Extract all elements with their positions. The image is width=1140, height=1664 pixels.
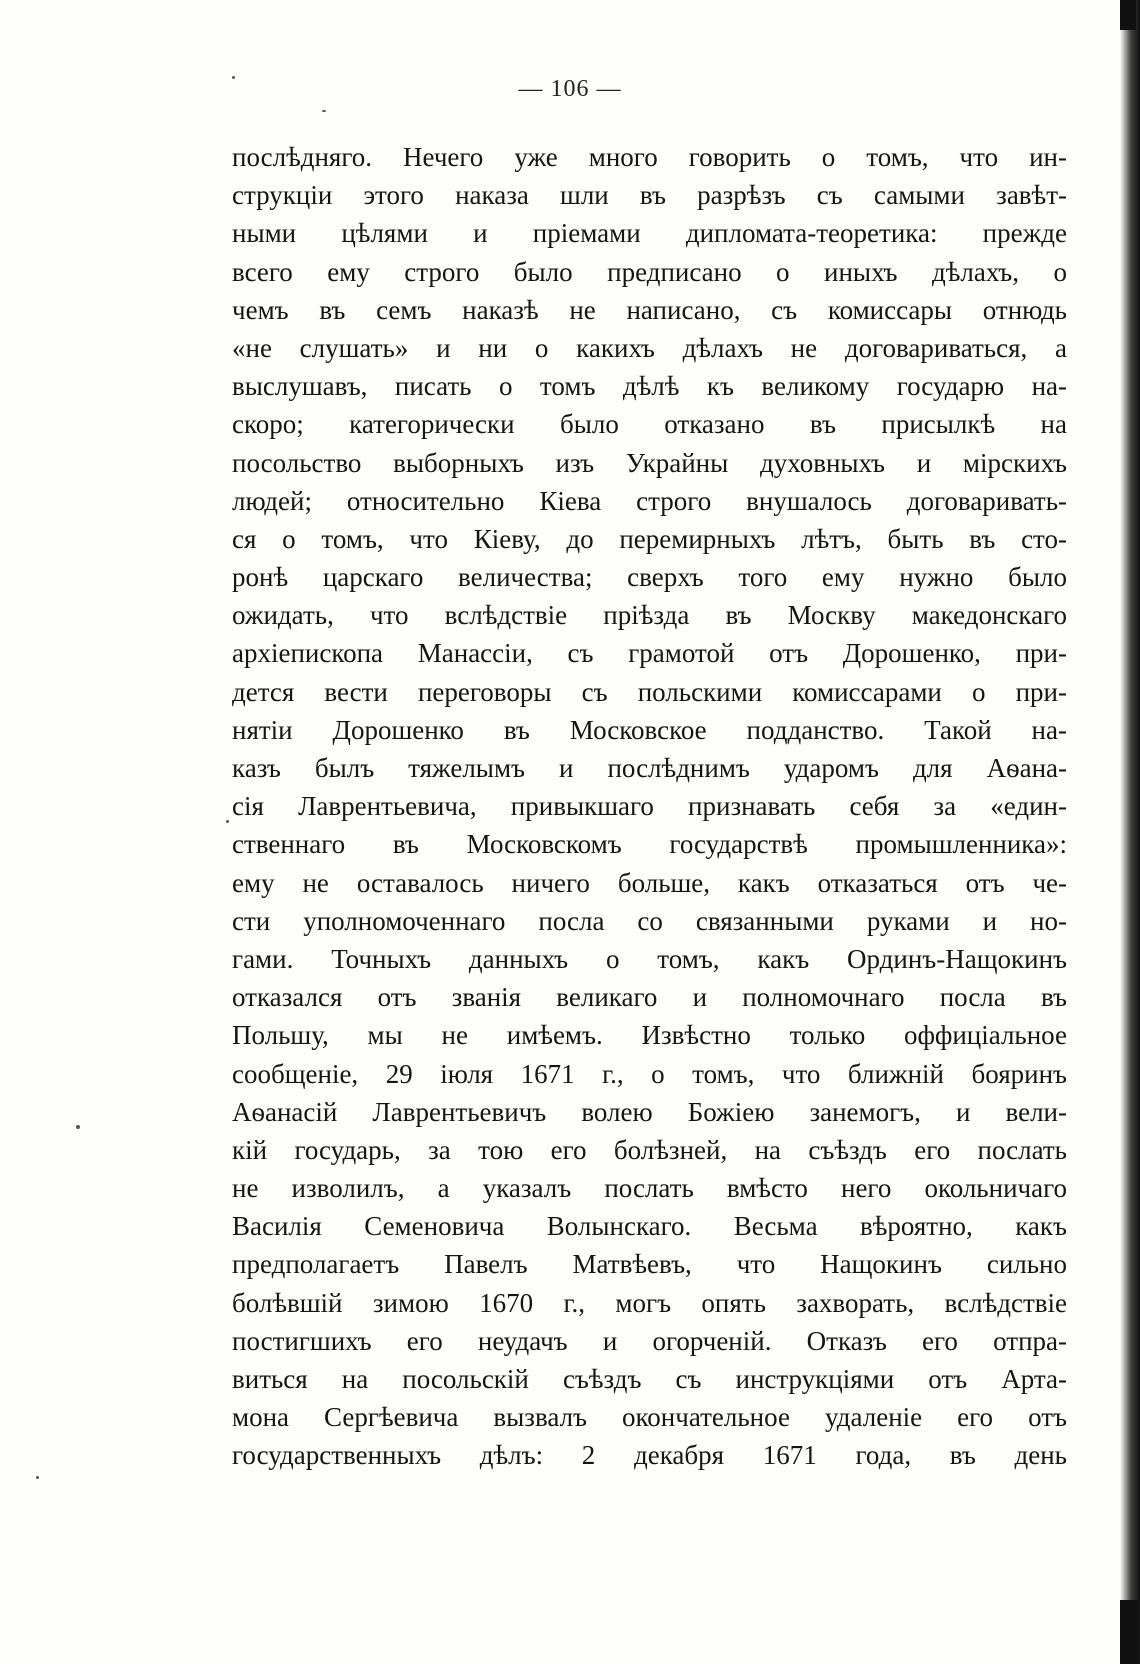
text-line: виться на посольскій съѣздъ съ инструкціями отъ Арта- [232,1364,1067,1394]
text-line: казъ былъ тяжелымъ и послѣднимъ ударомъ для Аѳана- [232,753,1067,783]
text-line: чемъ въ семъ наказѣ не написано, съ комиссары отнюдь [232,294,1067,325]
body-text [232,138,1067,1475]
text-line: государственныхъ дѣлъ: 2 декабря 1671 года, въ день [232,1440,1067,1471]
text-line: «не слушать» и ни о какихъ дѣлахъ не договариваться, а [232,332,1067,363]
text-line: сія Лаврентьевича, привыкшаго признавать себя за «един- [232,791,1067,822]
scan-edge-shadow [1120,0,1140,1664]
scan-speck [232,76,235,79]
page-number: — 106 — [518,76,622,102]
text-line: послѣдняго. Нечего уже много говорить о томъ, что ин- [232,142,1067,172]
scan-speck [36,1476,39,1479]
scan-speck [226,820,229,823]
text-line: сти уполномоченнаго посла со связанными руками и но- [232,905,1067,936]
text-line: архіепископа Манассіи, съ грамотой отъ Дорошенко, при- [232,638,1067,669]
text-line: ожидать, что вслѣдствіе пріѣзда въ Москву македонскаго [232,600,1067,631]
text-line: скоро; категорически было отказано въ присылкѣ на [232,409,1067,440]
text-line: Аѳанасій Лаврентьевичъ волею Божіею занемогъ, и вели- [232,1096,1067,1127]
text-line: Василія Семеновича Волынскаго. Весьма вѣроятно, какъ [232,1211,1067,1242]
text-line: ся о томъ, что Кіеву, до перемирныхъ лѣтъ, быть въ сто- [232,523,1067,554]
text-line: ственнаго въ Московскомъ государствѣ промышленника»: [232,829,1067,860]
scan-edge-mark [1120,1600,1138,1664]
text-line: посольство выборныхъ изъ Украйны духовныхъ и мірскихъ [232,447,1067,478]
text-line: не изволилъ, а указалъ послать вмѣсто него окольничаго [232,1173,1067,1204]
text-line: гами. Точныхъ данныхъ о томъ, какъ Ординъ-Нащокинъ [232,943,1067,974]
text-line: предполагаетъ Павелъ Матвѣевъ, что Нащокинъ сильно [232,1249,1067,1280]
text-line: выслушавъ, писать о томъ дѣлѣ къ великому государю на- [232,371,1067,402]
scan-speck [76,1125,80,1129]
text-line: Польшу, мы не имѣемъ. Извѣстно только оффиціальное [232,1020,1067,1051]
text-line: ронѣ царскаго величества; сверхъ того ему нужно было [232,562,1067,593]
text-line: ему не оставалось ничего больше, какъ отказаться отъ че- [232,867,1067,898]
text-line: сообщеніе, 29 іюля 1671 г., о томъ, что ближній бояринъ [232,1058,1067,1089]
scan-edge-mark [1120,0,1136,30]
text-line: отказался отъ званія великаго и полномочнаго посла въ [232,982,1067,1013]
text-line: дется вести переговоры съ польскими комиссарами о при- [232,676,1067,707]
text-line: нятіи Дорошенко въ Московское подданство. Такой на- [232,714,1067,745]
text-line: струкціи этого наказа шли въ разрѣзъ съ самыми завѣт- [232,180,1067,211]
text-line: людей; относительно Кіева строго внушалось договаривать- [232,485,1067,516]
text-line: всего ему строго было предписано о иныхъ дѣлахъ, о [232,256,1067,287]
text-line: ными цѣлями и пріемами дипломата-теоретика: прежде [232,218,1067,249]
text-line: кій государь, за тою его болѣзней, на съѣздъ его послать [232,1134,1067,1165]
text-line: постигшихъ его неудачъ и огорченій. Отказъ его отпра- [232,1325,1067,1356]
text-line: болѣвшій зимою 1670 г., могъ опять захворать, вслѣдствіе [232,1287,1067,1318]
text-line: мона Сергѣевича вызвалъ окончательное удаленіе его отъ [232,1402,1067,1433]
scan-speck [322,110,326,112]
